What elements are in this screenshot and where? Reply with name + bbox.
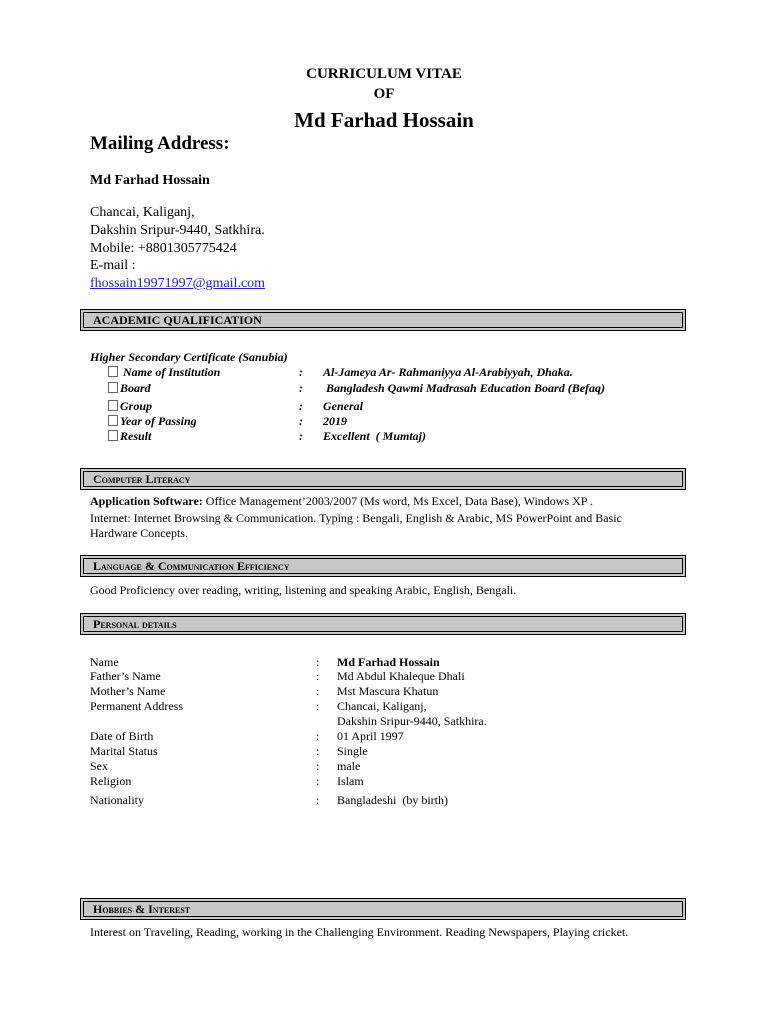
academic-label-board: Board xyxy=(108,381,151,396)
academic-colon: : xyxy=(299,399,303,413)
application-software-line xyxy=(90,494,593,509)
exam-title: Higher Secondary Certificate (Sanubia) xyxy=(90,350,288,364)
mobile-number: Mobile: +8801305775424 xyxy=(90,241,237,256)
personal-label-nationality: Nationality xyxy=(90,793,144,807)
personal-colon: : xyxy=(316,655,320,669)
personal-label-dob: Date of Birth xyxy=(90,729,154,743)
personal-value-mother: Mst Mascura Khatun xyxy=(337,684,439,698)
academic-value-institution: Al-Jameya Ar- Rahmaniyya Al-Arabiyyah, Dhaka. xyxy=(323,365,573,379)
personal-value-religion: Islam xyxy=(337,774,364,788)
checkbox-icon xyxy=(108,382,118,393)
personal-value-nationality: Bangladeshi (by birth) xyxy=(337,793,448,807)
internet-line-1: Internet: Internet Browsing & Communication. Typing : Bengali, English & Arabic, MS PowerPoint and Basic xyxy=(90,511,622,525)
hobbies-section-header xyxy=(80,898,686,920)
personal-value-sex: male xyxy=(337,759,361,773)
personal-section-header xyxy=(80,613,686,635)
address-line-1: Chancai, Kaliganj, xyxy=(90,205,195,220)
personal-colon: : xyxy=(316,729,320,743)
academic-label-result: Result xyxy=(108,429,151,444)
address-line-2: Dakshin Sripur-9440, Satkhira. xyxy=(90,223,265,238)
mailing-name: Md Farhad Hossain xyxy=(90,173,210,188)
personal-colon: : xyxy=(316,793,320,807)
personal-label-marital: Marital Status xyxy=(90,744,158,758)
academic-colon: : xyxy=(299,381,303,395)
hobbies-heading: Hobbies & Interest xyxy=(83,901,683,917)
checkbox-icon xyxy=(108,430,118,441)
academic-value-group: General xyxy=(323,399,363,413)
checkbox-icon xyxy=(108,366,118,377)
personal-value-dob: 01 April 1997 xyxy=(337,729,404,743)
academic-colon: : xyxy=(299,365,303,379)
checkbox-icon xyxy=(108,415,118,426)
personal-colon: : xyxy=(316,699,320,713)
language-heading: Language & Communication Efficiency xyxy=(83,558,683,574)
language-section-header xyxy=(80,555,686,577)
academic-heading: ACADEMIC QUALIFICATION xyxy=(83,312,683,328)
academic-value-result: Excellent ( Mumtaj) xyxy=(323,429,426,443)
personal-value-name: Md Farhad Hossain xyxy=(337,655,440,669)
cv-title: CURRICULUM VITAE xyxy=(306,66,462,82)
computer-heading: Computer Literacy xyxy=(83,471,683,487)
personal-label-father: Father’s Name xyxy=(90,669,161,683)
email-label: E-mail : xyxy=(90,258,136,273)
language-text: Good Proficiency over reading, writing, listening and speaking Arabic, English, Bengali. xyxy=(90,583,517,597)
computer-section-header xyxy=(80,468,686,490)
personal-label-religion: Religion xyxy=(90,774,132,788)
academic-colon: : xyxy=(299,429,303,443)
academic-label-year: Year of Passing xyxy=(108,414,197,429)
personal-value-address-2: Dakshin Sripur-9440, Satkhira. xyxy=(337,714,487,728)
personal-label-sex: Sex xyxy=(90,759,108,773)
mailing-heading: Mailing Address: xyxy=(90,133,230,154)
academic-colon: : xyxy=(299,414,303,428)
personal-colon: : xyxy=(316,669,320,683)
academic-value-year: 2019 xyxy=(323,414,347,428)
academic-label-group: Group xyxy=(108,399,152,414)
personal-colon: : xyxy=(316,759,320,773)
personal-value-address-1: Chancai, Kaliganj, xyxy=(337,699,427,713)
personal-value-father: Md Abdul Khaleque Dhali xyxy=(337,669,465,683)
hobbies-text: Interest on Traveling, Reading, working in the Challenging Environment. Reading Newspapers, Playing cricket. xyxy=(90,925,629,939)
internet-line-2: Hardware Concepts. xyxy=(90,526,188,540)
personal-heading: Personal details xyxy=(83,616,683,632)
cv-title-of: OF xyxy=(373,86,395,102)
academic-label-institution: Name of Institution xyxy=(108,365,220,380)
academic-value-board: Bangladesh Qawmi Madrasah Education Board (Befaq) xyxy=(323,381,606,395)
academic-section-header xyxy=(80,309,686,331)
personal-colon: : xyxy=(316,774,320,788)
application-software-text: Office Management’2003/2007 (Ms word, Ms Excel, Data Base), Windows XP . xyxy=(202,494,594,508)
email-link[interactable]: fhossain19971997@gmail.com xyxy=(90,276,266,291)
checkbox-icon xyxy=(108,400,118,411)
personal-label-mother: Mother’s Name xyxy=(90,684,166,698)
application-software-label: Application Software: xyxy=(90,494,203,508)
cv-person-name: Md Farhad Hossain xyxy=(294,108,474,132)
personal-label-name: Name xyxy=(90,655,119,669)
personal-colon: : xyxy=(316,744,320,758)
personal-value-marital: Single xyxy=(337,744,368,758)
personal-colon: : xyxy=(316,684,320,698)
personal-label-address: Permanent Address xyxy=(90,699,183,713)
